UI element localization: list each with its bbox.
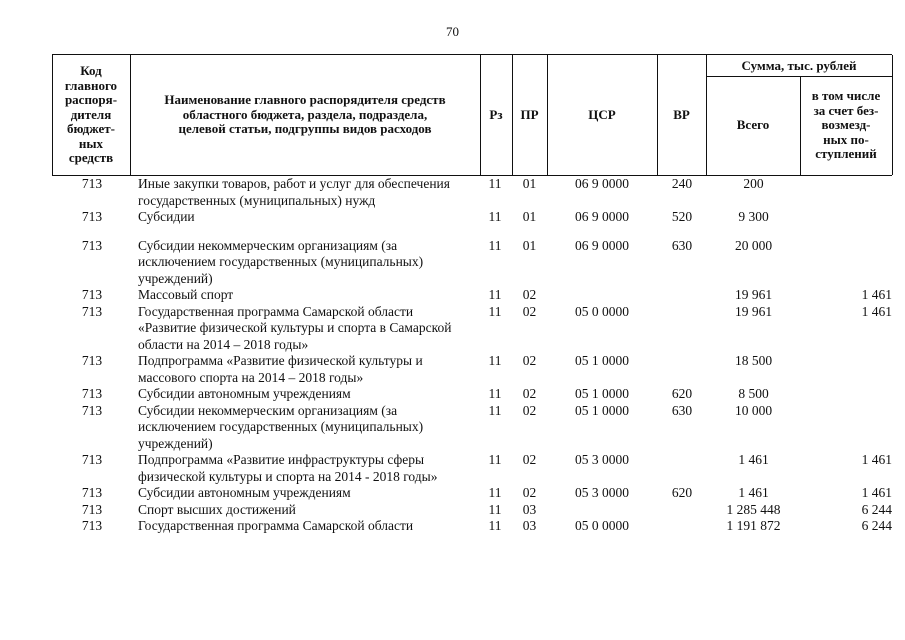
cell-rz: 11	[488, 176, 502, 191]
table-row	[52, 386, 892, 403]
cell-code: 713	[81, 353, 103, 368]
cell-name: Массовый спорт	[138, 287, 234, 302]
table-row	[52, 353, 892, 386]
cell-pr: 02	[522, 485, 537, 500]
cell-vr: 630	[671, 237, 693, 253]
header-name	[130, 55, 480, 175]
header-free-line: ных по-	[823, 131, 869, 147]
cell-csr: 05 1 0000	[575, 402, 629, 418]
cell-code: 713	[81, 303, 103, 319]
table-row	[52, 502, 892, 519]
cell-code: 713	[81, 485, 103, 500]
cell-code: 713	[81, 402, 103, 418]
cell-rz: 11	[488, 485, 502, 500]
cell-code: 713	[81, 452, 103, 467]
cell-code: 713	[81, 209, 103, 224]
table-row	[52, 238, 892, 288]
cell-vr: 620	[671, 485, 693, 500]
cell-rz: 11	[488, 386, 502, 401]
header-csr: ЦСР	[588, 106, 616, 122]
cell-name: Иные закупки товаров, работ и услуг для обеспечения государственных (муниципальных) нужд	[138, 176, 450, 208]
cell-name: Субсидии некоммерческим организациям (за исключением государственных (муниципальных) учреждений)	[138, 237, 424, 286]
cell-pr: 02	[522, 287, 537, 302]
cell-pr: 01	[522, 237, 537, 253]
cell-name: Спорт высших достижений	[138, 501, 296, 517]
header-vr: ВР	[673, 106, 690, 122]
cell-free: 1 461	[861, 303, 892, 319]
cell-total: 1 285 448	[726, 501, 781, 517]
cell-code: 713	[81, 501, 103, 517]
cell-pr: 02	[522, 303, 537, 319]
header-code-line: бюджет-	[66, 121, 115, 137]
header-code-line: распоря-	[64, 92, 118, 108]
header-name-line: целевой статьи, подгруппы видов расходов	[178, 121, 432, 137]
cell-rz: 11	[488, 303, 502, 319]
table-body	[52, 176, 892, 535]
cell-total: 200	[743, 176, 764, 191]
cell-csr: 05 3 0000	[575, 485, 629, 500]
table-row	[52, 176, 892, 209]
cell-pr: 02	[522, 353, 537, 368]
cell-free: 1 461	[861, 485, 892, 500]
cell-csr: 06 9 0000	[575, 209, 629, 224]
cell-total: 1 191 872	[726, 518, 781, 533]
cell-vr: 520	[671, 209, 693, 224]
header-free-line: ступлений	[815, 146, 877, 162]
cell-rz: 11	[488, 501, 502, 517]
cell-free: 6 244	[861, 501, 892, 517]
table-row	[52, 209, 892, 226]
table-row	[52, 485, 892, 502]
header-rz: Рз	[489, 106, 503, 122]
header-code-line: Код	[80, 63, 102, 79]
page-number: 70	[446, 24, 459, 39]
cell-csr: 05 0 0000	[575, 303, 629, 319]
cell-name: Государственная программа Самарской области	[138, 518, 414, 533]
header-pr: ПР	[520, 106, 539, 122]
cell-pr: 02	[522, 402, 537, 418]
cell-rz: 11	[488, 353, 502, 368]
cell-code: 713	[81, 386, 103, 401]
header-code-line: дителя	[70, 106, 112, 122]
cell-csr: 06 9 0000	[575, 237, 629, 253]
cell-code: 713	[81, 176, 103, 191]
header-code	[52, 55, 130, 175]
header-free-line: за счет без-	[813, 102, 879, 118]
cell-pr: 01	[522, 176, 537, 191]
cell-total: 1 461	[738, 485, 769, 500]
header-code-line: ных	[78, 135, 104, 151]
cell-total: 19 961	[734, 303, 773, 319]
cell-pr: 02	[522, 386, 537, 401]
header-name-line: Наименование главного распорядителя средств	[164, 92, 446, 108]
header-sum-title: Сумма, тыс. рублей	[706, 55, 892, 77]
cell-code: 713	[81, 287, 103, 302]
cell-total: 19 961	[734, 287, 773, 302]
cell-name: Субсидии некоммерческим организациям (за исключением государственных (муниципальных) учреждений)	[138, 402, 424, 451]
header-free-line: возмезд-	[821, 117, 871, 133]
cell-pr: 03	[522, 501, 537, 517]
table-header	[52, 54, 892, 176]
cell-vr: 240	[671, 176, 693, 191]
cell-total: 10 000	[734, 402, 773, 418]
cell-name: Государственная программа Самарской области «Развитие физической культуры и спорта в Самарской области на 2014 – 2018 годы»	[138, 303, 452, 352]
header-total: Всего	[736, 117, 770, 133]
cell-total: 8 500	[738, 386, 769, 401]
cell-csr: 05 0 0000	[575, 518, 629, 533]
cell-free: 6 244	[861, 518, 892, 533]
table-row	[52, 452, 892, 485]
cell-csr: 05 3 0000	[575, 452, 629, 467]
header-name-line: областного бюджета, раздела, подраздела,	[182, 106, 428, 122]
cell-pr: 01	[522, 209, 537, 224]
cell-free: 1 461	[861, 452, 892, 467]
header-code-line: средств	[68, 150, 114, 166]
cell-total: 20 000	[734, 237, 773, 253]
cell-csr: 05 1 0000	[575, 386, 629, 401]
table-row	[52, 518, 892, 535]
cell-code: 713	[81, 518, 103, 533]
cell-vr: 620	[671, 386, 693, 401]
cell-code: 713	[81, 237, 103, 253]
header-free-line: в том числе	[811, 88, 881, 104]
table-row	[52, 304, 892, 354]
header-code-line: главного	[64, 77, 118, 93]
header-free	[800, 76, 892, 175]
cell-csr: 06 9 0000	[575, 176, 629, 191]
cell-name: Субсидии	[138, 209, 195, 224]
table-row	[52, 287, 892, 304]
cell-rz: 11	[488, 402, 502, 418]
cell-total: 18 500	[734, 353, 773, 368]
cell-rz: 11	[488, 518, 502, 533]
cell-total: 9 300	[738, 209, 769, 224]
cell-rz: 11	[488, 287, 502, 302]
cell-csr: 05 1 0000	[575, 353, 629, 368]
cell-name: Подпрограмма «Развитие физической культуры и массового спорта на 2014 – 2018 годы»	[138, 353, 423, 385]
cell-name: Субсидии автономным учреждениям	[138, 386, 351, 401]
cell-rz: 11	[488, 209, 502, 224]
table-row	[52, 403, 892, 453]
cell-name: Субсидии автономным учреждениям	[138, 485, 351, 500]
cell-pr: 02	[522, 452, 537, 467]
cell-pr: 03	[522, 518, 537, 533]
cell-name: Подпрограмма «Развитие инфраструктуры сферы физической культуры и спорта на 2014 - 2018 годы»	[138, 452, 438, 484]
cell-vr: 630	[671, 402, 693, 418]
cell-rz: 11	[488, 237, 502, 253]
cell-rz: 11	[488, 452, 502, 467]
cell-free: 1 461	[861, 287, 892, 302]
cell-total: 1 461	[738, 452, 769, 467]
